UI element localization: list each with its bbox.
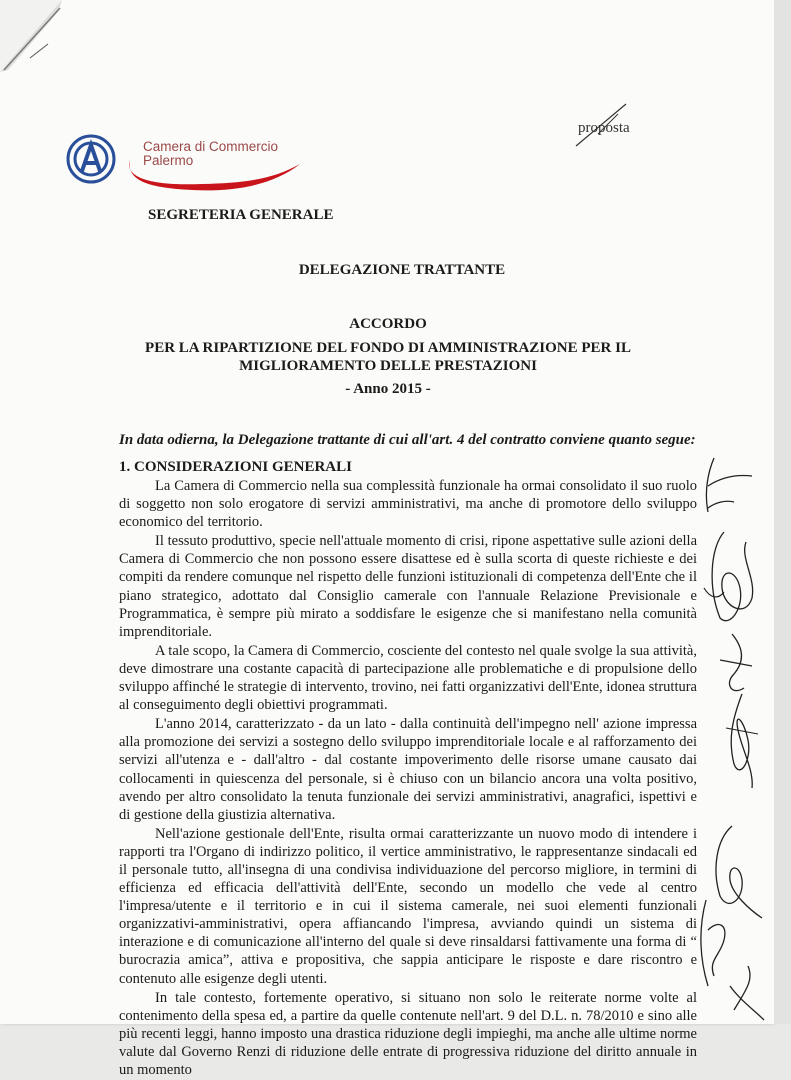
body-text [119,477,697,1080]
paragraph-4: L'anno 2014, caratterizzato - da un lato - dalla continuità dell'impegno nell' azione impressa alla promozione dei servizi a sostegno dello sviluppo imprenditoriale locale e al rafforzamento dei servizi all'utenza e - dall'altro - dal costante impoverimento delle risorse umane causato dai collocamenti in quiescenza del personale, si è chiuso con un bilancio ancora una volta positivo, avendo per altro consolidato la tenuta funzionale dei servizi amministrativi, anagrafici, ispettivi e di gestione della giustizia alternativa. [119,716,697,823]
title-line2: MIGLIORAMENTO DELLE PRESTAZIONI [239,358,537,374]
logo-org-line2: Palermo [143,153,194,168]
delegazione-heading: DELEGAZIONE TRATTANTE [298,262,506,278]
paragraph-2: Il tessuto produttivo, specie nell'attuale momento di crisi, ripone aspettative sulle azioni della Camera di Commercio che non possono essere disattese ed è sulla scorta di queste richieste e dei compiti da rendere comunque nel rispetto delle funzioni istituzionali di competenza dell'Ente che il piano strategico, adottato dal Consiglio camerale con l'annuale Relazione Previsionale e Programmatica, è sempre più mirato a soddisfare le esigenze che si manifestano nella comunità imprenditoriale. [119,533,697,640]
signature-4 [712,690,772,790]
anno-heading: - Anno 2015 - [345,381,431,397]
logo-org-line1: Camera di Commercio [143,139,279,154]
paragraph-5: Nell'azione gestionale dell'Ente, risulta ormai caratterizzante un nuovo modo di intendere i rapporti tra l'Organo di indirizzo politico, il vertice amministrativo, le rappresentanze sindacali ed il personale tutto, all'insegna di una condivisa individuazione del percorso migliore, in termini di efficienza ed efficacia dell'attività dell'Ente, secondo un modello che vede al centro l'impresa/utente e il territorio e in cui il sistema camerale, nei suoi elementi funzionali organizzativi-amministrativi, opera affiancando l'impresa, avviando quindi un sistema di interazione e di comunicazione all'interno del quale si deve rinsaldarsi fattivamente una forma di “ burocrazia amica”, attiva e propositiva, che sappia anticipare le risposte e dare riscontro e contenuto alle esigenze degli utenti. [119,825,697,987]
accordo-heading: ACCORDO [349,316,427,332]
signature-6 [694,890,772,1024]
segreteria-heading: SEGRETERIA GENERALE [148,207,334,223]
proposta-label: proposta [578,120,630,136]
logo-swoosh [122,150,307,192]
section-title: 1. CONSIDERAZIONI GENERALI [119,459,352,475]
scan-margin [774,0,791,1024]
folded-corner [0,0,80,80]
intro-line: In data odierna, la Delegazione trattante di cui all'art. 4 del contratto conviene quanto segue: [119,432,696,448]
signature-1 [700,452,770,522]
title-line1: PER LA RIPARTIZIONE DEL FONDO DI AMMINISTRAZIONE PER IL [145,340,631,356]
chamber-logo-icon [64,133,120,185]
paragraph-3: A tale scopo, la Camera di Commercio, cosciente del contesto nel quale svolge la sua attività, deve dimostrare una costante capacità di partecipazione alle problematiche e di propulsione dello sviluppo affinché le strategie di intervento, trovino, nei fatti organizzativi dell'Ente, idonea struttura al conseguimento degli obiettivi programmati. [119,642,697,714]
paragraph-1: La Camera di Commercio nella sua complessità funzionale ha ormai consolidato il suo ruolo di soggetto non solo erogatore di servizi amministrativi, ma anche di promotore dello sviluppo economico del territorio. [119,478,697,531]
signature-2 [700,528,770,638]
paragraph-6: In tale contesto, fortemente operativo, si situano non solo le reiterate norme volte al contenimento della spesa ed, a partire da quelle contenute nell'art. 9 del D.L. n. 78/2010 e sino alle più recenti leggi, hanno imposto una drastica riduzione degli impieghi, ma anche alle ultime norme valute dal Governo Renzi di riduzione delle entrate di progressiva riduzione del diritto annuale in un momento [119,989,697,1078]
